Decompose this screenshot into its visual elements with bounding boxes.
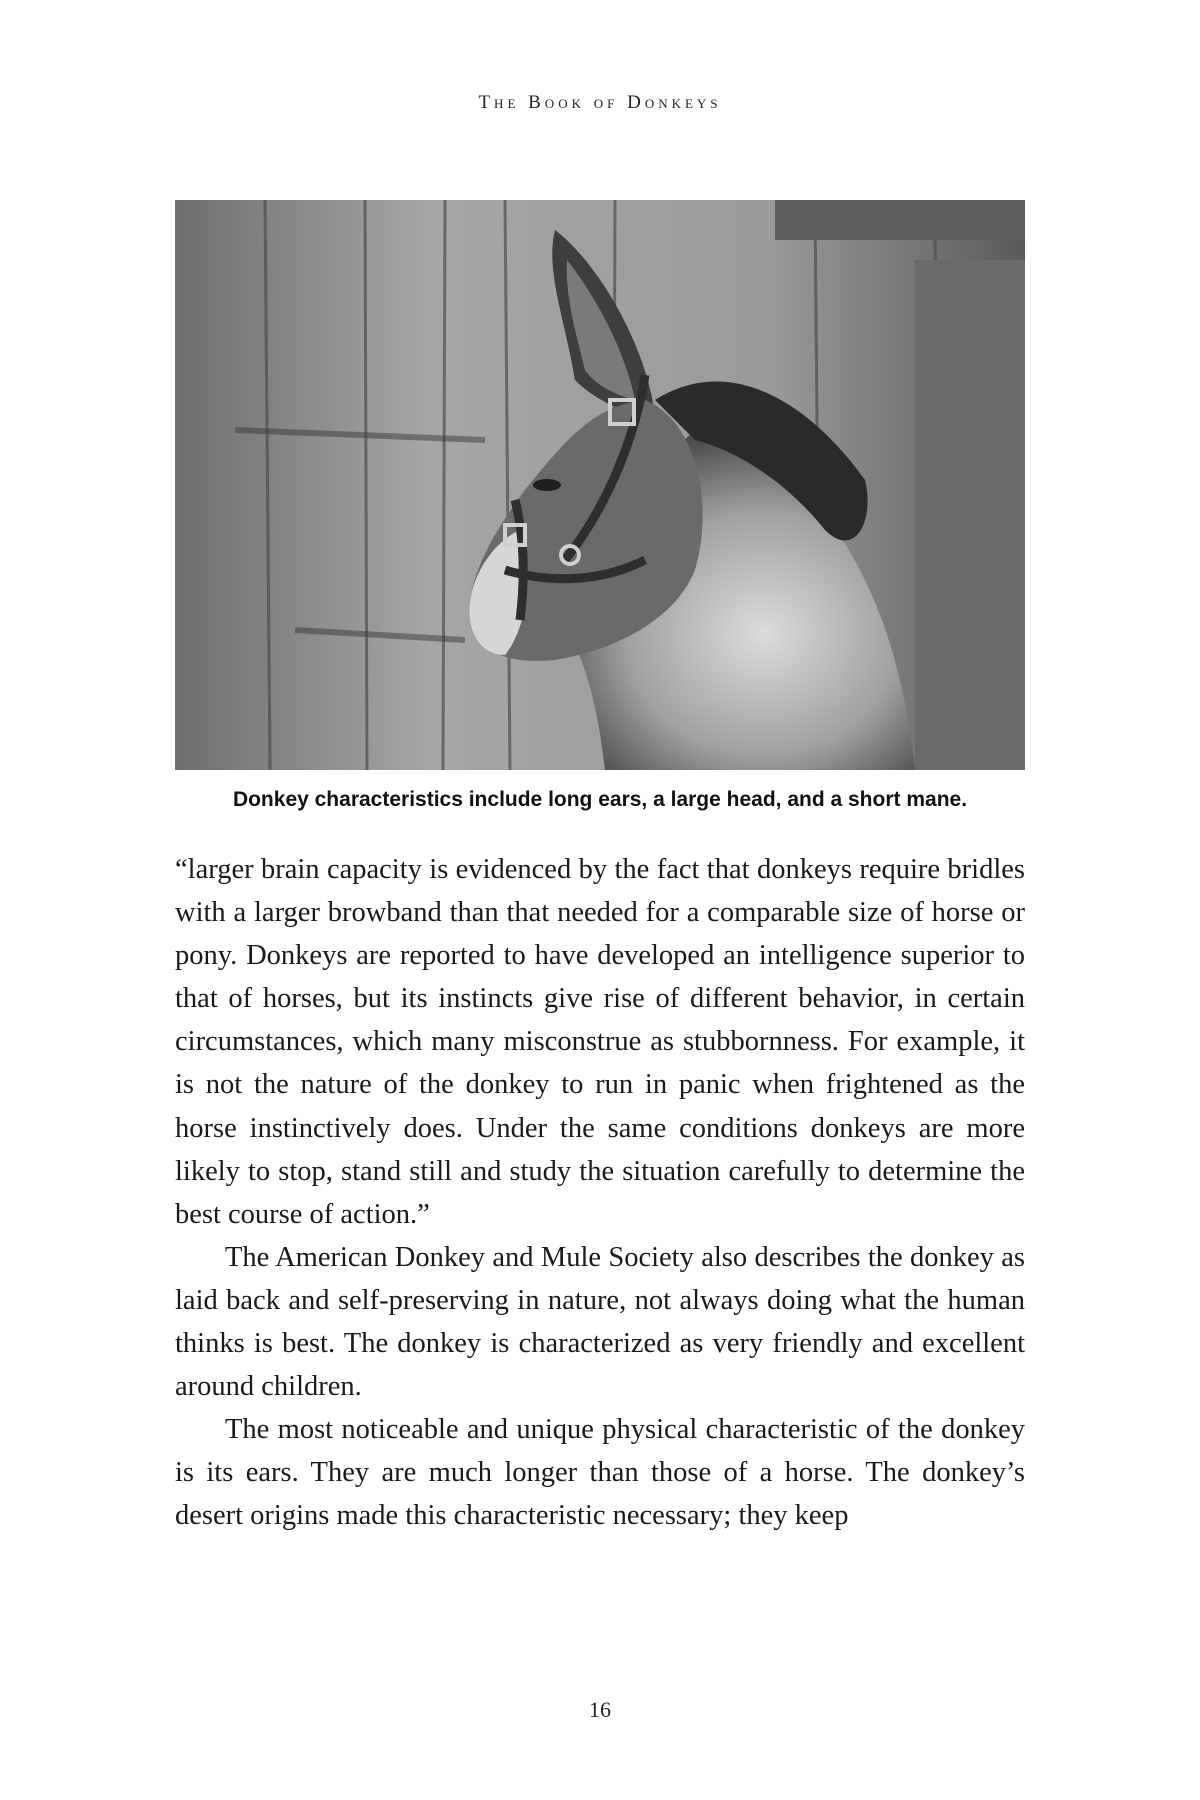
figure-caption: Donkey characteristics include long ears, a large head, and a short mane. xyxy=(232,788,968,811)
body-text xyxy=(175,848,1025,1538)
paragraph-1: “larger brain capacity is evidenced by the fact that donkeys require bridles with a larger browband than that needed for a comparable size of horse or pony. Donkeys are reported to have developed an intelligence superior to that of horses, but its instincts give rise of different behavior, in certain circumstances, which many misconstrue as stubbornness. For example, it is not the nature of the donkey to run in panic when frightened as the horse instinctively does. Under the same conditions donkeys are more likely to stop, stand still and study the situation carefully to determine the best course of action.” xyxy=(175,854,1025,1230)
running-head: The Book of Donkeys xyxy=(478,92,722,113)
donkey-illustration xyxy=(175,200,1025,770)
page-number: 16 xyxy=(589,1697,611,1722)
paragraph-3: The most noticeable and unique physical characteristic of the donkey is its ears. They are much longer than those of a horse. The donkey’s desert origins made this characteristic necessary; they keep xyxy=(175,1414,1025,1532)
donkey-photo xyxy=(175,200,1025,770)
paragraph-2: The American Donkey and Mule Society also describes the donkey as laid back and self-preserving in nature, not always doing what the human thinks is best. The donkey is characterized as very friendly and excellent around children. xyxy=(175,1241,1025,1403)
